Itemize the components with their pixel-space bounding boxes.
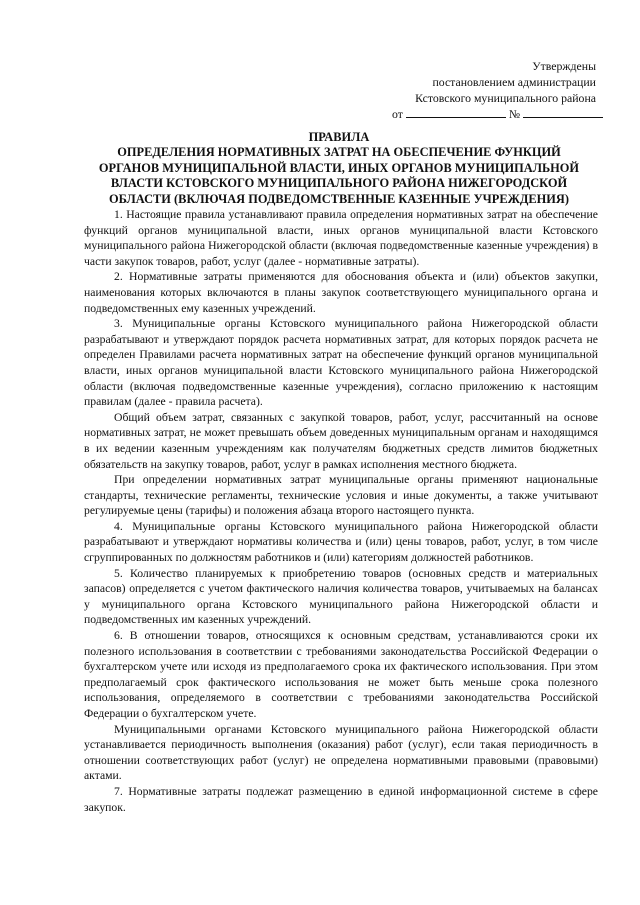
- document-title: [80, 130, 598, 207]
- title-line-3: ОРГАНОВ МУНИЦИПАЛЬНОЙ ВЛАСТИ, ИНЫХ ОРГАНОВ МУНИЦИПАЛЬНОЙ: [98, 160, 580, 175]
- approval-line-3: Кстовского муниципального района: [415, 91, 596, 105]
- paragraph-4: Общий объем затрат, связанных с закупкой товаров, работ, услуг, рассчитанный на основе нормативных затрат, не может превышать объем доведенных муниципальным органам и находящимся в их ведении казенным учреждениям как получателям бюджетных средств лимитов бюджетных обязательств на закупку товаров, работ, услуг в рамках исполнения местного бюджета.: [84, 410, 598, 471]
- paragraph-5: При определении нормативных затрат муниципальные органы применяют национальные стандарты, технические регламенты, технические условия и иные документы, а также учитывают регулируемые цены (тарифы) и положения абзаца второго настоящего пункта.: [84, 473, 598, 518]
- paragraph-7: 5. Количество планируемых к приобретению товаров (основных средств и материальных запасов) определяется с учетом фактического наличия количества товаров, учитываемых на балансах у муниципального органа Кстовского муниципального района Нижегородской области и подведомственных им казенных учреждений.: [84, 566, 598, 627]
- approval-date-line: [392, 106, 596, 122]
- paragraph-10: 7. Нормативные затраты подлежат размещению в единой информационной системе в сфере закупок.: [84, 784, 598, 814]
- paragraph-2: 2. Нормативные затраты применяются для обоснования объекта и (или) объектов закупки, наименования которых включаются в планы закупок соответствующего муниципального органа и подведомственных ему казенных учреждений.: [84, 270, 598, 315]
- title-line-2: ОПРЕДЕЛЕНИЯ НОРМАТИВНЫХ ЗАТРАТ НА ОБЕСПЕЧЕНИЕ ФУНКЦИЙ: [117, 145, 561, 160]
- title-line-1: ПРАВИЛА: [308, 130, 370, 144]
- approval-date-prefix: от: [392, 107, 403, 121]
- paragraph-8: 6. В отношении товаров, относящихся к основным средствам, устанавливаются сроки их полезного использования в соответствии с требованиями законодательства Российской Федерации о бухгалтерском учете или исходя из предполагаемого срока их фактического использования. При этом предполагаемый срок фактического использования не может быть меньше срока полезного использования, определяемого в соответствии с требованиями законодательства Российской Федерации о бухгалтерском учете.: [84, 629, 598, 720]
- title-line-4: ВЛАСТИ КСТОВСКОГО МУНИЦИПАЛЬНОГО РАЙОНА НИЖЕГОРОДСКОЙ: [110, 176, 568, 191]
- approval-number-sign: №: [508, 107, 521, 121]
- paragraph-3: 3. Муниципальные органы Кстовского муниципального района Нижегородской области разрабатывают и утверждают порядок расчета нормативных затрат, для которых порядок расчета не определен Правилами расчета нормативных затрат на обеспечение функций органов муниципальной власти, иных органов муниципальной власти Кстовского муниципального района Нижегородской области (включая подведомственные казенные учреждения), согласно приложению к настоящим правилам (далее - правила расчета).: [84, 317, 598, 409]
- document-body: [84, 207, 598, 815]
- paragraph-1: 1. Настоящие правила устанавливают правила определения нормативных затрат на обеспечение функций органов муниципальной власти, иных органов муниципальной власти Кстовского муниципального района Нижегородской области (включая подведомственные казенные учреждения) в части закупок товаров, работ, услуг (далее - нормативные затраты).: [84, 208, 598, 268]
- number-blank-underline: [523, 107, 603, 118]
- title-line-5: ОБЛАСТИ (ВКЛЮЧАЯ ПОДВЕДОМСТВЕННЫЕ КАЗЕННЫЕ УЧРЕЖДЕНИЯ): [109, 191, 569, 206]
- date-blank-underline: [406, 107, 506, 118]
- approval-line-2: постановлением администрации: [432, 75, 596, 89]
- paragraph-6: 4. Муниципальные органы Кстовского муниципального района Нижегородской области разрабатывают и утверждают нормативы количества и (или) цены товаров, работ, услуг, в том числе сгруппированных по должностям работников и (или) категориям должностей работников.: [84, 519, 598, 565]
- approval-line-1: Утверждены: [532, 59, 596, 73]
- paragraph-9: Муниципальными органами Кстовского муниципального района Нижегородской области устанавливается периодичность выполнения (оказания) работ (услуг), если такая периодичность в отношении соответствующих работ (услуг) не определена нормативными правовыми (правовыми) актами.: [84, 722, 598, 783]
- approval-block: [392, 58, 596, 122]
